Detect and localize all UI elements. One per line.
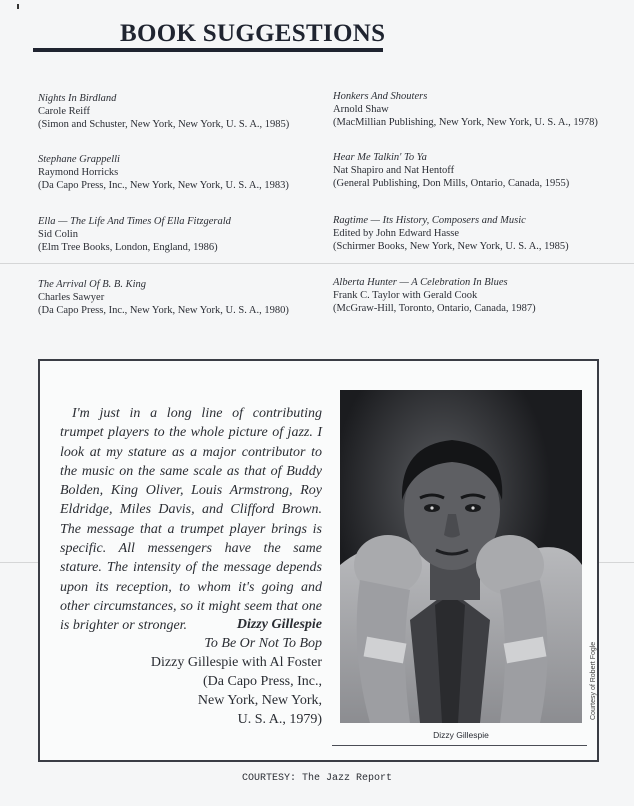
book-title: Nights In Birdland: [38, 93, 117, 104]
book-title: Alberta Hunter — A Celebration In Blues: [333, 277, 508, 288]
photo-caption: Dizzy Gillespie: [433, 730, 489, 740]
book-entry: [38, 153, 289, 192]
book-author: Frank C. Taylor with Gerald Cook: [333, 290, 478, 301]
book-author: Arnold Shaw: [333, 104, 389, 115]
book-publisher: (Da Capo Press, Inc., New York, New York, U. S. A., 1983): [38, 180, 289, 191]
book-publisher: (Elm Tree Books, London, England, 1986): [38, 242, 218, 253]
book-publisher: (MacMillian Publishing, New York, New York, U. S. A., 1978): [333, 117, 598, 128]
book-entry: [333, 276, 536, 315]
book-publisher: (Schirmer Books, New York, New York, U. S. A., 1985): [333, 241, 569, 252]
book-author: Edited by John Edward Hasse: [333, 228, 459, 239]
book-publisher: (General Publishing, Don Mills, Ontario, Canada, 1955): [333, 178, 570, 189]
book-author: Carole Reiff: [38, 106, 90, 117]
book-author: Charles Sawyer: [38, 292, 105, 303]
source-book-title: To Be Or Not To Bop: [204, 636, 322, 651]
book-publisher: (Simon and Schuster, New York, New York, U. S. A., 1985): [38, 119, 290, 130]
paper-fold: [0, 263, 634, 264]
book-title: Hear Me Talkin' To Ya: [333, 152, 427, 163]
book-entry: [333, 214, 569, 253]
book-title: The Arrival Of B. B. King: [38, 279, 147, 290]
photo-credit: Courtesy of Robert Fogle: [590, 641, 597, 720]
book-entry: [38, 215, 231, 254]
book-entry: [333, 151, 569, 190]
book-author: Nat Shapiro and Nat Hentoff: [333, 165, 455, 176]
source-publisher-line2: New York, New York,: [197, 693, 322, 708]
page-title: BOOK SUGGESTIONS: [120, 20, 386, 47]
source-publisher-line3: U. S. A., 1979): [237, 712, 322, 727]
book-author: Sid Colin: [38, 229, 78, 240]
book-title: Stephane Grappelli: [38, 154, 120, 165]
book-entry: [38, 92, 289, 131]
book-entry: [333, 90, 598, 129]
book-title: Ella — The Life And Times Of Ella Fitzgerald: [38, 216, 231, 227]
source-book-authors: Dizzy Gillespie with Al Foster: [150, 655, 322, 670]
book-publisher: (Da Capo Press, Inc., New York, New York, U. S. A., 1980): [38, 305, 289, 316]
book-author: Raymond Horricks: [38, 167, 119, 178]
book-publisher: (McGraw-Hill, Toronto, Ontario, Canada, 1987): [333, 303, 536, 314]
source-publisher-line1: (Da Capo Press, Inc.,: [203, 674, 322, 689]
book-entry: [38, 278, 289, 317]
caption-divider: [332, 745, 587, 746]
courtesy-footer: COURTESY: The Jazz Report: [241, 773, 393, 784]
gillespie-quote: I'm just in a long line of contributing trumpet players to the whole picture of jazz. I look at my stature as a major contributor to the music on the same scale as that of Buddy Bolden, King Oliver, Louis Armstrong, Roy Eldridge, Miles Davis, and Clifford Brown. The message that a trumpet player brings is specific. All messengers have the same stature. The intensity of the message depends upon its reception, to whom it's going and other circumstances, so it might seem that one is brighter or stronger.: [60, 406, 322, 634]
book-title: Honkers And Shouters: [333, 91, 428, 102]
scan-mark: [17, 4, 19, 9]
book-title: Ragtime — Its History, Composers and Music: [333, 215, 526, 226]
portrait-photo: [340, 390, 582, 723]
title-underline: [33, 48, 383, 52]
quote-author: Dizzy Gillespie: [236, 617, 322, 632]
